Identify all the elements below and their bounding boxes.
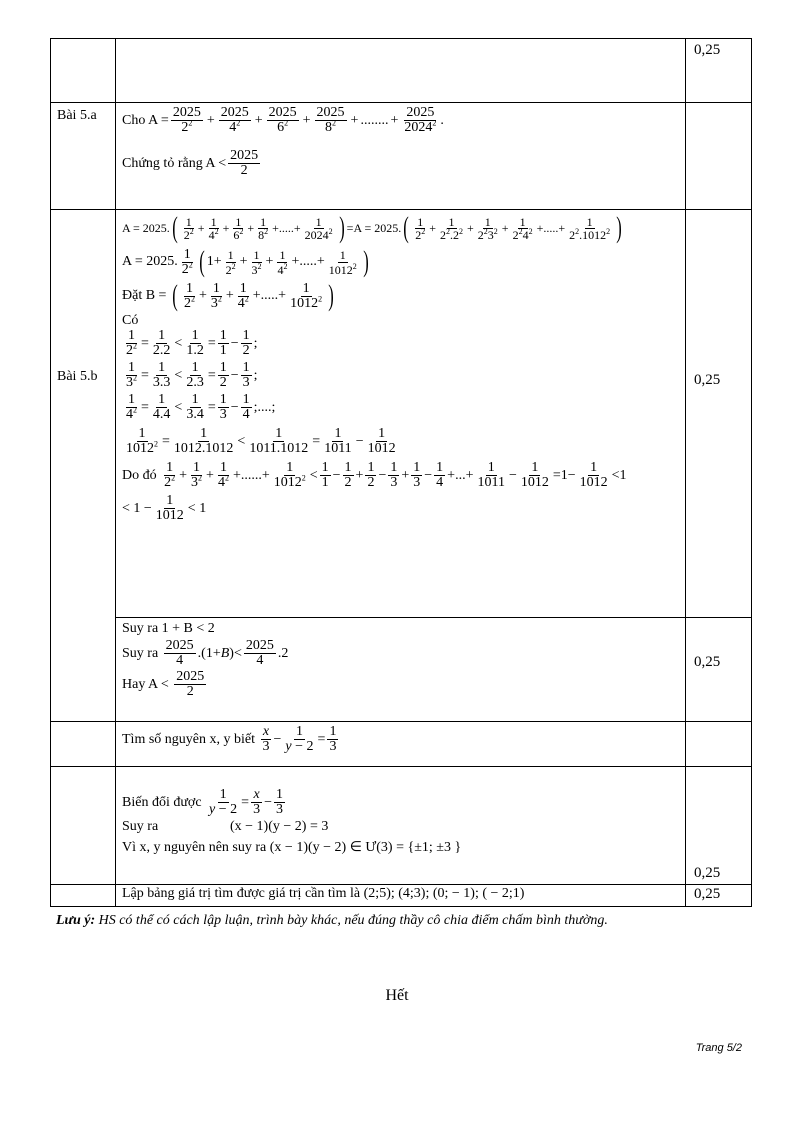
table-row (51, 722, 752, 767)
table-row (51, 39, 752, 103)
solution-a-expansion: A = 2025. ( 1 $2^2$ + 1 $4^2$ + 1 $6^2$ + 1 $8^2$ +.....+ 1 2024$^2$ ) = A = 2025. ( 1 $2^2$ + 1 $2^2.2^2$ + 1 $2^23^2$ + 1 $2^24^2$ +.....+ 1 $2^2.1012^2$ ) (122, 211, 622, 244)
table-row (51, 767, 752, 885)
score-cell: 0,25 (694, 886, 721, 902)
problem-6-divisors: Vì x, y nguyên nên suy ra (x − 1)(y − 2) ∈ Ư(3) = {±1; ±3 } (122, 839, 462, 855)
problem-label-5b: Bài 5.b (57, 368, 98, 384)
score-cell: 0,25 (694, 42, 721, 58)
ineq-1012: 1 1012$^2$ = 1 1012.1012 < 1 1011.1012 = 1 1011 − 1 1012 (126, 426, 396, 456)
problem-5a-prove: Chứng tỏ rằng A < 2025 2 (122, 148, 259, 178)
ineq-4: 1 $4^2$ = 1 4.4 < 1 3.4 = 1 3 − 1 4 ;....; (126, 392, 276, 422)
solution-co: Có (122, 313, 139, 328)
problem-label-5a: Bài 5.a (57, 108, 97, 123)
score-cell: 0,25 (694, 654, 721, 670)
problem-6-transform: Biến đổi được 1 y − 2 = x 3 − 1 3 (122, 787, 283, 817)
grading-note: Lưu ý: HS có thể có cách lập luận, trình bày khác, nếu đúng thầy cô chia điểm chấm bình thường. (56, 913, 608, 928)
conclusion-line-3: Hay A < 2025 2 (122, 669, 205, 699)
table-row (51, 103, 752, 210)
problem-5a-statement: Cho A = $\frac{2025}{2^2}$ + $\frac{2025}{4^2}$ + $\frac{2025}{6^2}$ + $\frac{2025}{8^2}$ + ........ + $\frac{2025}{2024^2}$ . (122, 105, 444, 135)
ineq-3: 1 $3^2$ = 1 3.3 < 1 2.3 = 1 2 − 1 3 ; (126, 360, 258, 390)
conclusion-line-1: Suy ra 1 + B < 2 (122, 621, 215, 636)
conclusion-line-2: Suy ra 2025 4 .(1+ B )< 2025 4 .2 (122, 638, 289, 668)
end-marker: Hết (385, 987, 409, 1004)
problem-6-statement: Tìm số nguyên x, y biết x 3 − 1 y − 2 = 1 3 (122, 724, 337, 754)
solution-define-b: Đặt B = ( 1 $2^2$ + 1 $3^2$ + 1 $4^2$ +.....+ 1 1012$^2$ ) (122, 279, 334, 312)
page-number: Trang 5/2 (695, 1042, 742, 1054)
ineq-2: 1 $2^2$ = 1 2.2 < 1 1.2 = 1 1 − 1 2 ; (126, 328, 258, 358)
table-row (51, 618, 752, 722)
grading-table (50, 38, 752, 907)
problem-6-product: Suy ra (x − 1)(y − 2) = 3 (122, 819, 329, 834)
table-row (51, 885, 752, 907)
solution-a-factor: A = 2025. 1 $2^2$ ( 1+ 1 $2^2$ + 1 $3^2$ + 1 $4^2$ +.....+ 1 1012$^2$ ) (122, 245, 369, 278)
solution-final-ineq: < 1 − $\frac{1}{1012}$ < 1 (122, 493, 207, 523)
score-cell: 0,25 (694, 371, 721, 388)
solution-sum: Do đó 1 $2^2$ + 1 $3^2$ + 1 $4^2$ +......+ 1 1012$^2$ < 1 1 − 1 2 + 1 2 − 1 3 + 1 3 − 1 4 +...+ 1 1011 − 1 1012 =1− 1 1012 <1 (122, 460, 627, 490)
score-cell: 0,25 (694, 865, 721, 881)
table-row (51, 210, 752, 618)
problem-6-answer: Lập bảng giá trị tìm được giá trị cần tìm là (2;5); (4;3); (0; − 1); ( − 2;1) (122, 886, 525, 901)
